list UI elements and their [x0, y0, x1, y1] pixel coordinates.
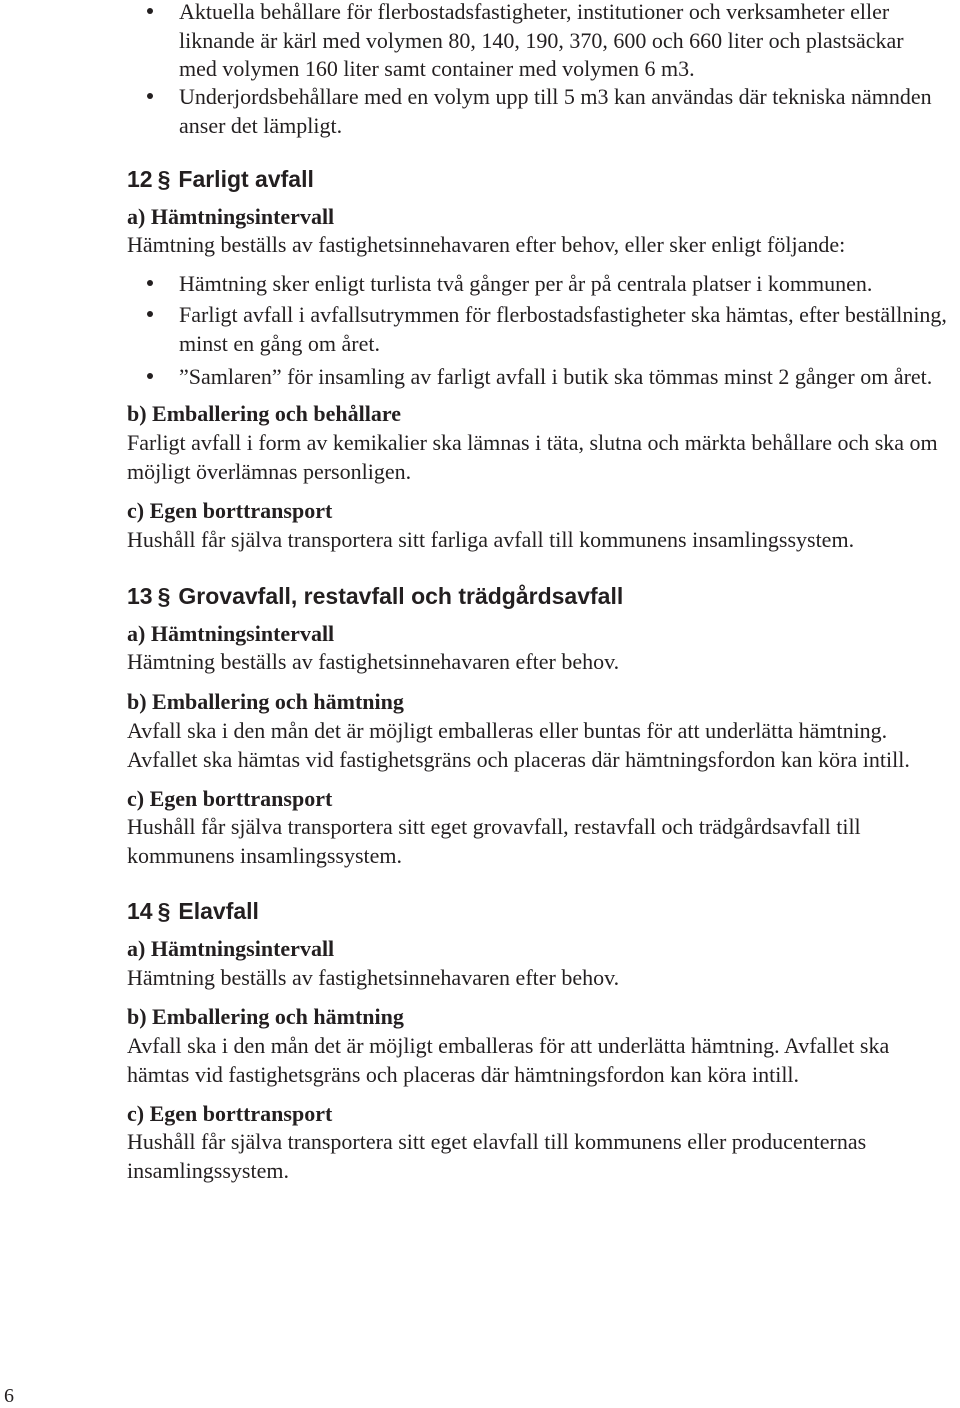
subheading: a) Hämtningsintervall	[127, 204, 335, 229]
text-line: anser det lämpligt.	[179, 112, 343, 138]
subheading: a) Hämtningsintervall	[127, 621, 335, 646]
section-title: Farligt avfall	[178, 166, 314, 192]
section-number: 13	[127, 583, 153, 609]
bullet-item	[179, 270, 872, 299]
section-heading	[127, 165, 314, 193]
text-line: Hämtning sker enligt turlista två gånger per år på centrala platser i kommunen.	[179, 271, 873, 296]
text-line: hämtas vid fastighetsgräns och placeras där hämtningsfordon kan köra intill.	[127, 1061, 800, 1087]
bullet-icon	[147, 280, 153, 286]
text-line: ”Samlaren” för insamling av farligt avfall i butik ska tömmas minst 2 gånger om året.	[179, 364, 933, 389]
subheading: c) Egen borttransport	[127, 498, 333, 523]
text-line: Hushåll får själva transportera sitt eget elavfall till kommunens eller producenternas	[127, 1129, 867, 1154]
text-line: Underjordsbehållare med en volym upp till 5 m3 kan användas där tekniska nämnden	[179, 84, 932, 109]
page-number: 6	[4, 1385, 14, 1407]
bullet-icon	[147, 311, 153, 317]
section-number: 14	[127, 898, 153, 924]
text-line: Aktuella behållare för flerbostadsfastigheter, institutioner och verksamheter eller	[179, 0, 890, 24]
text-line: möjligt överlämnas personligen.	[127, 458, 412, 484]
bullet-icon	[147, 93, 153, 99]
intro-bullet-item	[179, 83, 932, 140]
text-line: Avfall ska i den mån det är möjligt emballeras eller buntas för att underlätta hämtning.	[127, 718, 888, 743]
text-line: Avfallet ska hämtas vid fastighetsgräns och placeras där hämtningsfordon kan köra intill.	[127, 746, 910, 772]
bullet-icon	[147, 373, 153, 379]
text-line: insamlingssystem.	[127, 1157, 289, 1183]
paragraph	[127, 964, 619, 993]
bullet-item	[179, 363, 932, 392]
paragraph	[127, 1032, 889, 1089]
text-line: liknande är kärl med volymen 80, 140, 190, 370, 600 och 660 liter och plastsäckar	[179, 27, 904, 53]
subheading: a) Hämtningsintervall	[127, 936, 335, 961]
section-heading	[127, 897, 259, 925]
text-line: Hushåll får själva transportera sitt eget grovavfall, restavfall och trädgårdsavfall till	[127, 814, 861, 839]
section-title: Grovavfall, restavfall och trädgårdsavfall	[178, 583, 624, 609]
text-line: Farligt avfall i avfallsutrymmen för flerbostadsfastigheter ska hämtas, efter beställning,	[179, 302, 947, 327]
paragraph	[127, 526, 854, 555]
paragraph	[127, 717, 910, 774]
text-line: Hämtning beställs av fastighetsinnehavaren efter behov, eller sker enligt följande:	[127, 232, 846, 257]
section-heading	[127, 582, 623, 610]
paragraph	[127, 1128, 866, 1185]
subheading: c) Egen borttransport	[127, 786, 333, 811]
text-line: Hushåll får själva transportera sitt farliga avfall till kommunens insamlingssystem.	[127, 527, 855, 552]
text-line: kommunens insamlingssystem.	[127, 842, 402, 868]
text-line: Avfall ska i den mån det är möjligt emballeras för att underlätta hämtning. Avfallet ska	[127, 1033, 890, 1058]
intro-bullet-item	[179, 0, 904, 84]
paragraph	[127, 648, 619, 677]
paragraph-symbol: §	[157, 898, 171, 924]
paragraph	[127, 429, 938, 486]
section-number: 12	[127, 166, 153, 192]
bullet-item	[179, 301, 947, 358]
text-line: med volymen 160 liter samt container med volymen 6 m3.	[179, 56, 695, 81]
bullet-icon	[147, 8, 153, 14]
subheading: b) Emballering och hämtning	[127, 1004, 404, 1029]
section-title: Elavfall	[178, 898, 259, 924]
paragraph	[127, 813, 861, 870]
paragraph	[127, 231, 845, 260]
paragraph-symbol: §	[157, 583, 171, 609]
text-line: minst en gång om året.	[179, 330, 381, 356]
paragraph-symbol: §	[157, 166, 171, 192]
subheading: c) Egen borttransport	[127, 1101, 333, 1126]
subheading: b) Emballering och hämtning	[127, 689, 404, 714]
text-line: Hämtning beställs av fastighetsinnehavaren efter behov.	[127, 965, 620, 990]
subheading: b) Emballering och behållare	[127, 401, 401, 426]
text-line: Hämtning beställs av fastighetsinnehavaren efter behov.	[127, 649, 620, 674]
text-line: Farligt avfall i form av kemikalier ska lämnas i täta, slutna och märkta behållare och ska om	[127, 430, 938, 455]
